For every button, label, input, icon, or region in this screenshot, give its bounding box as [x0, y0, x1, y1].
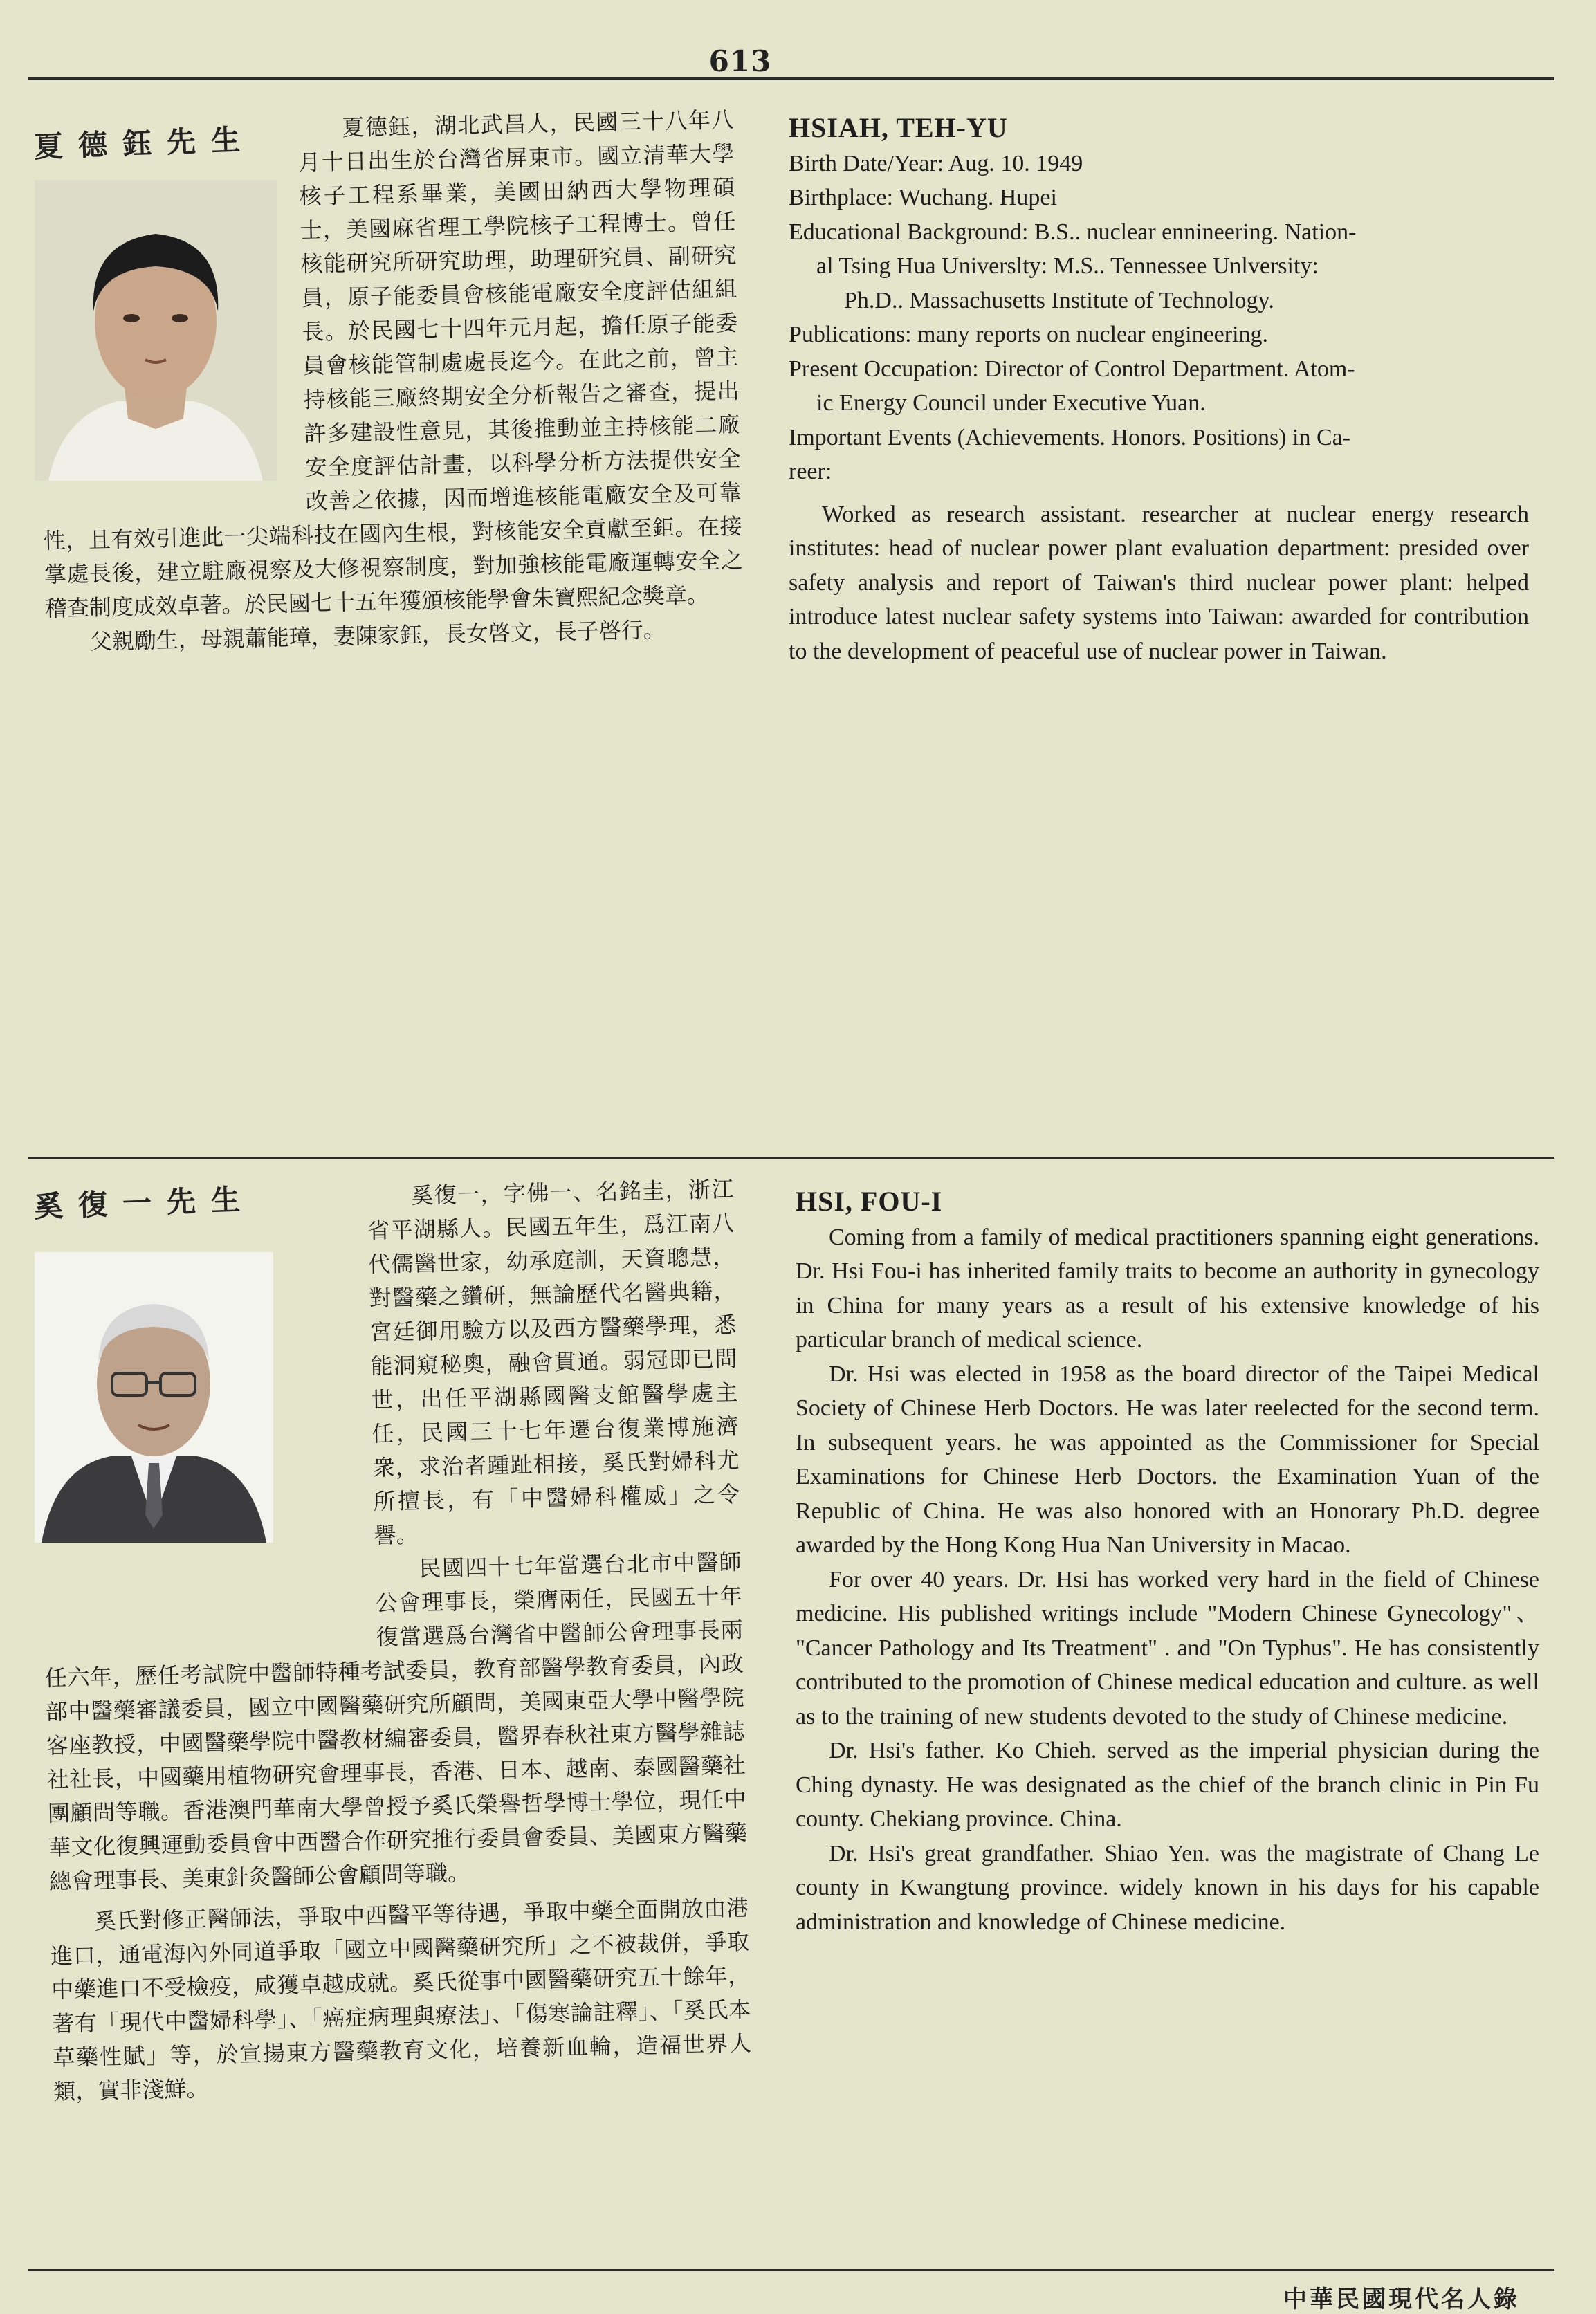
birth-date: Birth Date/Year: Aug. 10. 1949	[789, 150, 1083, 176]
zh-name: 夏德鈺先生	[33, 122, 256, 164]
zh-bio-paragraph: 奚復一，字佛一、名銘圭，浙江省平湖縣人。民國五年生，爲江南八代儒醫世家，幼承庭訓，天資聰慧，對醫藥之鑽研，無論歷代名醫典籍，宮廷御用驗方以及西方醫藥學理，悉能洞窺秘奧，融會貫通。弱冠即已問世，出任平湖縣國醫支館醫學處主任，民國三十七年遷台復業博施濟衆，求治者踵趾相接，奚氏對婦科尤所擅長，有「中醫婦科權威」之令譽。	[367, 1175, 740, 1549]
photo-spacer	[35, 112, 306, 522]
zh-bio-paragraph: 奚氏對修正醫師法，爭取中西醫平等待遇，爭取中藥全面開放由港進口，通電海內外同道爭取「國立中國醫藥研究所」之不被裁併，爭取中藥進口不受檢疫，咸獲卓越成就。奚氏從事中國醫藥研究五十餘年，著有「現代中醫婦科學」、「癌症病理與療法」、「傷寒論註釋」、「奚氏本草藥性賦」等，於宣揚東方醫藥教育文化，培養新血輪，造福世界人類，實非淺鮮。	[50, 1894, 752, 2105]
occupation-line: ic Energy Council under Executive Yuan.	[816, 390, 1206, 416]
top-rule	[28, 77, 1554, 80]
events-text: Worked as research assistant. researcher at nuclear energy research institutes: head of nuclear power plant evaluation department: presided over safety analysis and report of Taiwan's third nuclear power plant: helped introduce latest nuclear safety systems into Taiwan: awarded for contribution to the development of peaceful use of nuclear power in Taiwan.	[789, 501, 1529, 664]
page-number: 613	[708, 44, 772, 78]
entry-hsiah-teh-yu	[28, 83, 1554, 1128]
biography-paragraph: Dr. Hsi's father. Ko Chieh. served as the imperial physician during the Ching dynasty. He was designated as the chief of the branch clinic in Pin Fu county. Chekiang province. China.	[796, 1738, 1539, 1832]
education-line: al Tsing Hua Universlty: M.S.. Tennessee Unlversity:	[816, 253, 1319, 279]
en-name: HSI, FOU-I	[796, 1186, 943, 1217]
education-line: Ph.D.. Massachusetts Institute of Technology.	[844, 287, 1274, 313]
birthplace: Birthplace: Wuchang. Hupei	[789, 185, 1057, 210]
biography-paragraph: For over 40 years. Dr. Hsi has worked very hard in the field of Chinese medicine. His published writings include "Modern Chinese Gynecology"、 "Cancer Pathology and Its Treatment" . and "On Typhus". He has consistently contributed to the promotion of Chinese medical education and culture. as well as to the training of new students devoted to the study of Chinese medicine.	[796, 1566, 1539, 1729]
middle-rule	[28, 1157, 1554, 1159]
zh-bio	[35, 1173, 753, 2109]
zh-bio-paragraph: 民國四十七年當選台北市中醫師公會理事長，榮膺兩任，民國五十年復當選爲台灣省中醫師公會理事長兩任六年，歷任考試院中醫師特種考試委員，教育部醫學教育委員，內政部中醫藥審議委員，國立中國醫藥研究所顧問，美國東亞大學中醫學院客座教授，中國醫藥學院中醫教材編審委員，醫界春秋社東方醫學雜誌社社長，中國藥用植物研究會理事長，香港、日本、越南、泰國醫藥社團顧問等職。香港澳門華南大學曾授予奚氏榮譽哲學博士學位，現任中華文化復興運動委員會中西醫合作研究推行委員會委員、美國東方醫藥總會理事長、美東針灸醫師公會顧問等職。	[44, 1548, 748, 1895]
bottom-rule	[28, 2269, 1554, 2271]
zh-bio-paragraph: 夏德鈺，湖北武昌人，民國三十八年八月十日出生於台灣省屏東市。國立清華大學核子工程系畢業，美國田納西大學物理碩士，美國麻省理工學院核子工程博士。曾任核能研究所研究助理，助理研究員、副研究員，原子能委員會核能電廠安全度評估組組長。於民國七十四年元月起，擔任原子能委員會核能管制處處長迄今。在此之前，曾主持核能三廠終期安全分析報告之審查，提出許多建設性意見，其後推動並主持核能二廠安全度評估計畫，以科學分析方法提供安全改善之依據，因而增進核能電廠安全及可靠性，且有效引進此一尖端科技在國內生根，對核能安全貢獻至鉅。在接掌處長後，建立駐廠視察及大修視察制度，對加強核能電廠運轉安全之稽查制度成效卓著。於民國七十五年獲頒核能學會朱寶熙紀念獎章。	[43, 106, 744, 622]
book-title-footer: 中華民國現代名人錄	[1283, 2286, 1520, 2313]
occupation	[789, 352, 1529, 421]
publications: Publications: many reports on nuclear engineering.	[789, 322, 1269, 347]
events-label	[789, 421, 1529, 489]
zh-bio-paragraph: 父親勵生，母親蕭能璋，妻陳家鈺，長女啓文，長子啓行。	[89, 616, 666, 655]
en-name: HSIAH, TEH-YU	[789, 112, 1008, 143]
zh-name: 奚復一先生	[33, 1182, 256, 1224]
events-label-line: reer:	[789, 459, 832, 484]
occupation-line: Present Occupation: Director of Control Department. Atom-	[789, 356, 1355, 382]
photo-spacer	[35, 1180, 376, 1644]
english-column	[789, 111, 1529, 668]
events-label-line: Important Events (Achievements. Honors. Positions) in Ca-	[789, 424, 1351, 450]
education-line: Educational Background: B.S.. nuclear ennineering. Nation-	[789, 219, 1357, 245]
biography-paragraph: Dr. Hsi's great grandfather. Shiao Yen. was the magistrate of Chang Le county in Kwangtung province. widely known in his days for his capable administration and knowledge of Chinese medicine.	[796, 1840, 1539, 1935]
zh-bio	[35, 103, 744, 660]
biography-paragraph: Dr. Hsi was elected in 1958 as the board director of the Taipei Medical Society of Chinese Herb Doctors. He was later reelected for the second term. In subsequent years. he was appointed as the Commissioner for Special Examinations for Chinese Herb Doctors. the Examination Yuan of the Republic of China. He was also honored with an Honorary Ph.D. degree awarded by the Hong Kong Hua Nan University in Macao.	[796, 1361, 1539, 1558]
education	[789, 215, 1529, 318]
english-column	[796, 1184, 1539, 1939]
biography-paragraph: Coming from a family of medical practitioners spanning eight generations. Dr. Hsi Fou-i has inherited family traits to become an authority in gynecology in China for many years as a result of his extensive knowledge of his particular branch of medical science.	[796, 1224, 1539, 1352]
entry-hsi-fou-i	[28, 1162, 1554, 2269]
